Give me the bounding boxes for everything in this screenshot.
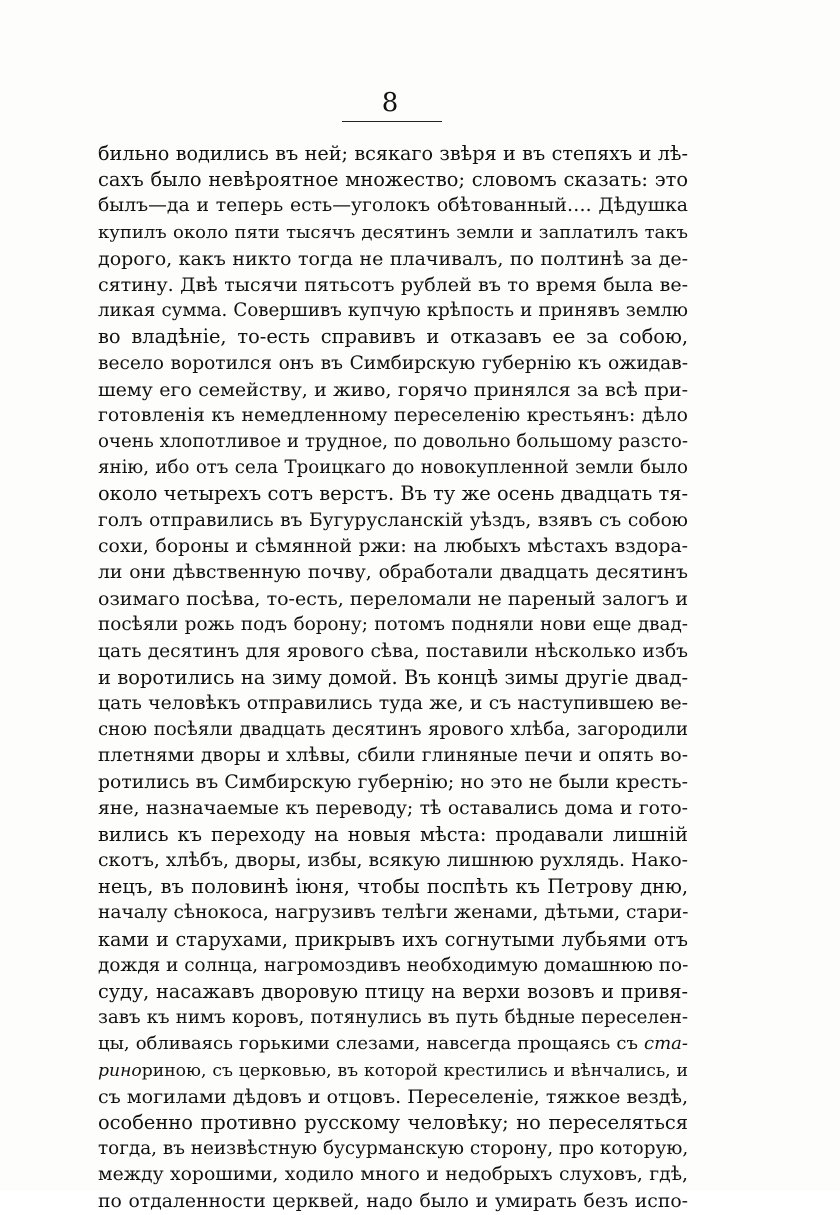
text-line-mixed [98,1058,688,1084]
text-line: и воротились на зиму домой. Въ концѣ зимы другіе двад- [98,665,688,689]
text-line: очень хлопотливое и трудное, по довольно большому разсто- [98,431,688,453]
body-text [98,141,688,1215]
italic-word: рино [98,1060,142,1081]
text-line: шему его семейству, и живо, горячо принялся за всѣ при- [98,378,688,401]
text-line: купилъ около пяти тысячъ десятинъ земли и заплатилъ такъ [98,221,688,243]
header-rule [342,121,442,122]
text-line: ликая сумма. Совершивъ купчую крѣпость и принявъ землю [98,300,688,322]
text-line: плетнями дворы и хлѣвы, сбили глиняные печи и опять во- [98,745,688,767]
text-line: сятину. Двѣ тысячи пятьсотъ рублей въ то время была ве- [98,273,688,296]
text-line: янію, ибо отъ села Троицкаго до новокупленной земли было [98,457,688,479]
text-line: готовленія къ немедленному переселенію крестьянъ: дѣло [98,404,688,426]
text-line: цать человѣкъ отправились туда же, и съ наступившею ве- [98,692,688,714]
text-line: дорого, какъ никто тогда не плачивалъ, по полтинѣ за де- [98,247,688,270]
text-line: весело воротился онъ въ Симбирскую губернію къ ожидав- [98,352,688,374]
text-line: съ могилами дѣдовъ и отцовъ. Переселеніе, тяжкое вездѣ, [98,1085,688,1108]
text-line: началу сѣнокоса, нагрузивъ телѣги женами, дѣтьми, стари- [98,902,688,924]
text-line: между хорошими, ходило много и недобрыхъ слуховъ, гдѣ, [98,1164,688,1186]
page-number: 8 [381,88,399,118]
text-line: вились къ переходу на новыя мѣста: продавали лишній [98,822,688,846]
text-line: бильно водились въ ней; всякаго звѣря и въ степяхъ и лѣ- [98,142,688,165]
text-line: былъ—да и теперь есть—уголокъ обѣтованный…. Дѣдушка [98,195,688,217]
text-line: ками и старухами, прикрывъ ихъ согнутыми лубьями отъ [98,927,688,951]
text-segment: риною, съ церковью, въ которой крестились и вѣнчались, и [141,1060,688,1081]
text-line: посѣяли рожь подъ борону; потомъ подняли нови еще двад- [98,614,688,636]
text-line: во владѣніе, то-есть справивъ и отказавъ ее за собою, [98,325,688,349]
text-line: завъ къ нимъ коровъ, потянулись въ путь бѣдные переселен- [98,1007,688,1029]
text-line: ли они дѣвственную почву, обработали двадцать десятинъ [98,562,688,583]
text-line: суду, насажавъ дворовую птицу на верхи возовъ и привя- [98,980,688,1003]
text-line: скотъ, хлѣбъ, дворы, избы, всякую лишнюю рухлядь. Нако- [98,850,688,872]
text-segment: цы, обливаясь горькими слезами, навсегда прощаясь съ [98,1033,645,1055]
text-line: сною посѣяли двадцать десятинъ ярового хлѣба, загородили [98,719,688,741]
text-line: тогда, въ неизвѣстную бусурманскую сторону, про которую, [98,1138,688,1160]
text-line: озимаго посѣва, то-есть, переломали не пареный залогъ и [98,588,688,611]
text-line: ротились въ Симбирскую губернію; но это не были кресть- [98,771,688,793]
text-line: нецъ, въ половинѣ іюня, чтобы поспѣть къ Петрову дню, [98,875,688,899]
text-line: дождя и солнца, нагромоздивъ необходимую домашнюю по- [98,954,688,976]
text-line: цать десятинъ для ярового сѣва, поставили нѣсколько избъ [98,640,688,662]
text-line: голъ отправились въ Бугурусланскій уѣздъ, взявъ съ собою [98,509,688,531]
text-line-mixed [98,1031,688,1057]
italic-word: ста- [644,1033,688,1055]
text-line: около четырехъ сотъ верстъ. Въ ту же осень двадцать тя- [98,482,688,506]
text-line: особенно противно русскому человѣку; но переселяться [98,1110,688,1134]
text-line: яне, назначаемые къ переводу; тѣ оставались дома и гото- [98,797,688,819]
text-line: сохи, бороны и сѣмянной ржи: на любыхъ мѣстахъ вздора- [98,535,688,557]
text-line: по отдаленности церквей, надо было и умирать безъ испо- [98,1190,688,1212]
text-line: сахъ было невѣроятное множество; словомъ сказать: это [98,168,688,192]
